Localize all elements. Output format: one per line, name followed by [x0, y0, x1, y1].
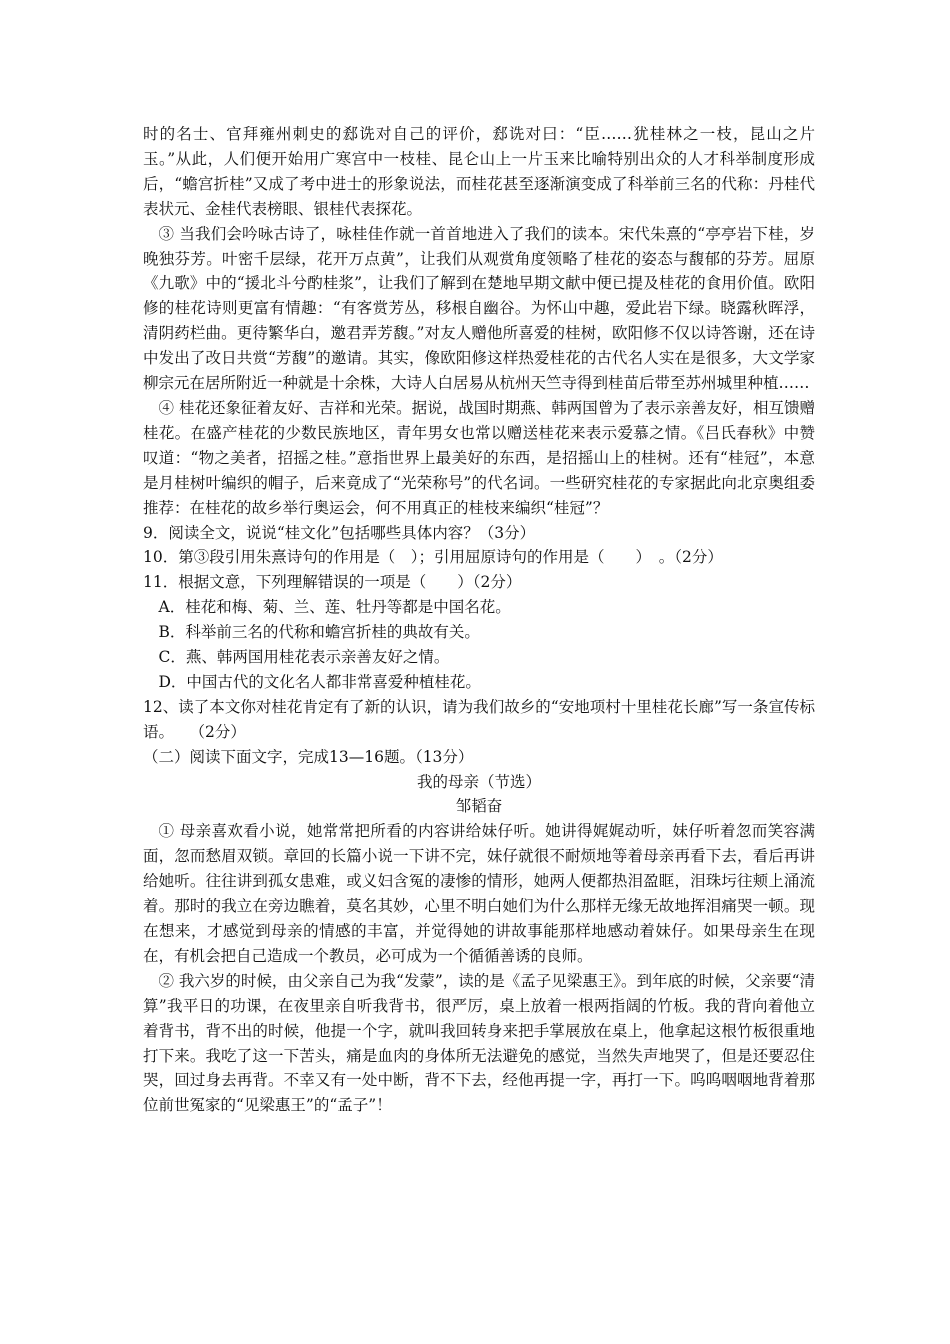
- question-10: 10．第③段引用朱熹诗句的作用是（ ）；引用屈原诗句的作用是（ ） 。（2分）: [143, 548, 723, 567]
- article-author: 邹韬奋: [455, 797, 503, 816]
- article-paragraph-1: ① 母亲喜欢看小说，她常常把所看的内容讲给妹仔听。她讲得娓娓动听，妹仔听着忽而笑容满面，忽而愁眉双锁。章回的长篇小说一下讲不完，妹仔就很不耐烦地等着母亲再看下去，看后再讲给她听。往往讲到孤女患难，或义妇含冤的凄惨的情形，她两人便都热泪盈眶，泪珠圬往颊上涌流着。那时的我立在旁边瞧着，莫名其妙，心里不明白她们为什么那样无缘无故地挥泪痛哭一顿。现在想来，才感觉到母亲的情感的丰富，并觉得她的讲故事能那样地感动着妹仔。如果母亲生在现在，有机会把自己造成一个教员，必可成为一个循循善诱的良师。: [143, 822, 815, 965]
- question-12: 12、读了本文你对桂花肯定有了新的认识，请为我们故乡的“安地项村十里桂花长廊”写一条宣传标语。 （2分）: [143, 697, 815, 741]
- question-11-option-c: C．燕、韩两国用桂花表示亲善友好之情。: [158, 648, 450, 667]
- question-11-option-d: D．中国古代的文化名人都非常喜爱种植桂花。: [158, 672, 481, 691]
- article-paragraph-2: ② 我六岁的时候，由父亲自己为我“发蒙”，读的是《孟子见梁惠王》。到年底的时候，父亲要“清算”我平日的功课，在夜里亲自听我背书，很严厉，桌上放着一根两指阔的竹板。我的背向着他立着背书，背不出的时候，他提一个字，就叫我回转身来把手掌展放在桌上，他拿起这根竹板很重地打下来。我吃了这一下苦头，痛是血肉的身体所无法避免的感觉，当然失声地哭了，但是还要忍住哭，回过身去再背。不幸又有一处中断，背不下去，经他再提一字，再打一下。呜呜咽咽地背着那位前世冤家的“见梁惠王”的“孟子”！: [143, 971, 815, 1115]
- question-9: 9．阅读全文，说说“桂文化”包括哪些具体内容？（3分）: [143, 523, 536, 542]
- question-11-option-b: B．科举前三名的代称和蟾宫折桂的典故有关。: [158, 623, 480, 642]
- section-2-heading: （二）阅读下面文字，完成13—16题。（13分）: [143, 747, 474, 766]
- exam-document: [143, 122, 815, 1118]
- passage1-intro-paragraph: 时的名士、官拜雍州刺史的郄诜对自己的评价，郄诜对曰：“臣……犹桂林之一枝，昆山之片玉。”从此，人们便开始用广寒宫中一枝桂、昆仑山上一片玉来比喻特别出众的人才科举制度形成后，“蟾宫折桂”又成了考中进士的形象说法，而桂花甚至逐渐演变成了科举前三名的代称：丹桂代表状元、金桂代表榜眼、银桂代表探花。: [143, 125, 815, 218]
- question-11-option-a: A．桂花和梅、菊、兰、莲、牡丹等都是中国名花。: [158, 598, 511, 617]
- article-title: 我的母亲（节选）: [416, 772, 541, 791]
- passage1-paragraph-3: ③ 当我们会吟咏古诗了，咏桂佳作就一首首地进入了我们的读本。宋代朱熹的“亭亭岩下桂，岁晚独芬芳。叶密千层绿，花开万点黄”，让我们从观赏角度领略了桂花的姿态与馥郁的芬芳。屈原《九歌》中的“援北斗兮酌桂浆”，让我们了解到在楚地早期文献中便已提及桂花的食用价值。欧阳修的桂花诗则更富有情趣：“有客赏芳丛，移根自幽谷。为怀山中趣，爱此岩下绿。晓露秋晖浮，清阴药栏曲。更待繁华白，邀君弄芳馥。”对友人赠他所喜爱的桂树，欧阳修不仅以诗答谢，还在诗中发出了改日共赏“芳馥”的邀请。其实，像欧阳修这样热爱桂花的古代名人实在是很多，大文学家柳宗元在居所附近一种就是十余株，大诗人白居易从杭州天竺寺得到桂苗后带至苏州城里种植……: [143, 224, 815, 393]
- question-11: 11．根据文意，下列理解错误的一项是（ ）（2分）: [143, 573, 522, 592]
- passage1-paragraph-4: ④ 桂花还象征着友好、吉祥和光荣。据说，战国时期燕、韩两国曾为了表示亲善友好，相互馈赠桂花。在盛产桂花的少数民族地区，青年男女也常以赠送桂花来表示爱慕之情。《吕氏春秋》中赞叹道：“物之美者，招摇之桂。”意指世界上最美好的东西，是招摇山上的桂树。还有“桂冠”，本意是月桂树叶编织的帽子，后来竟成了“光荣称号”的代名词。一些研究桂花的专家据此向北京奥组委推荐：在桂花的故乡举行奥运会，何不用真正的桂枝来编织“桂冠”？: [143, 398, 815, 517]
